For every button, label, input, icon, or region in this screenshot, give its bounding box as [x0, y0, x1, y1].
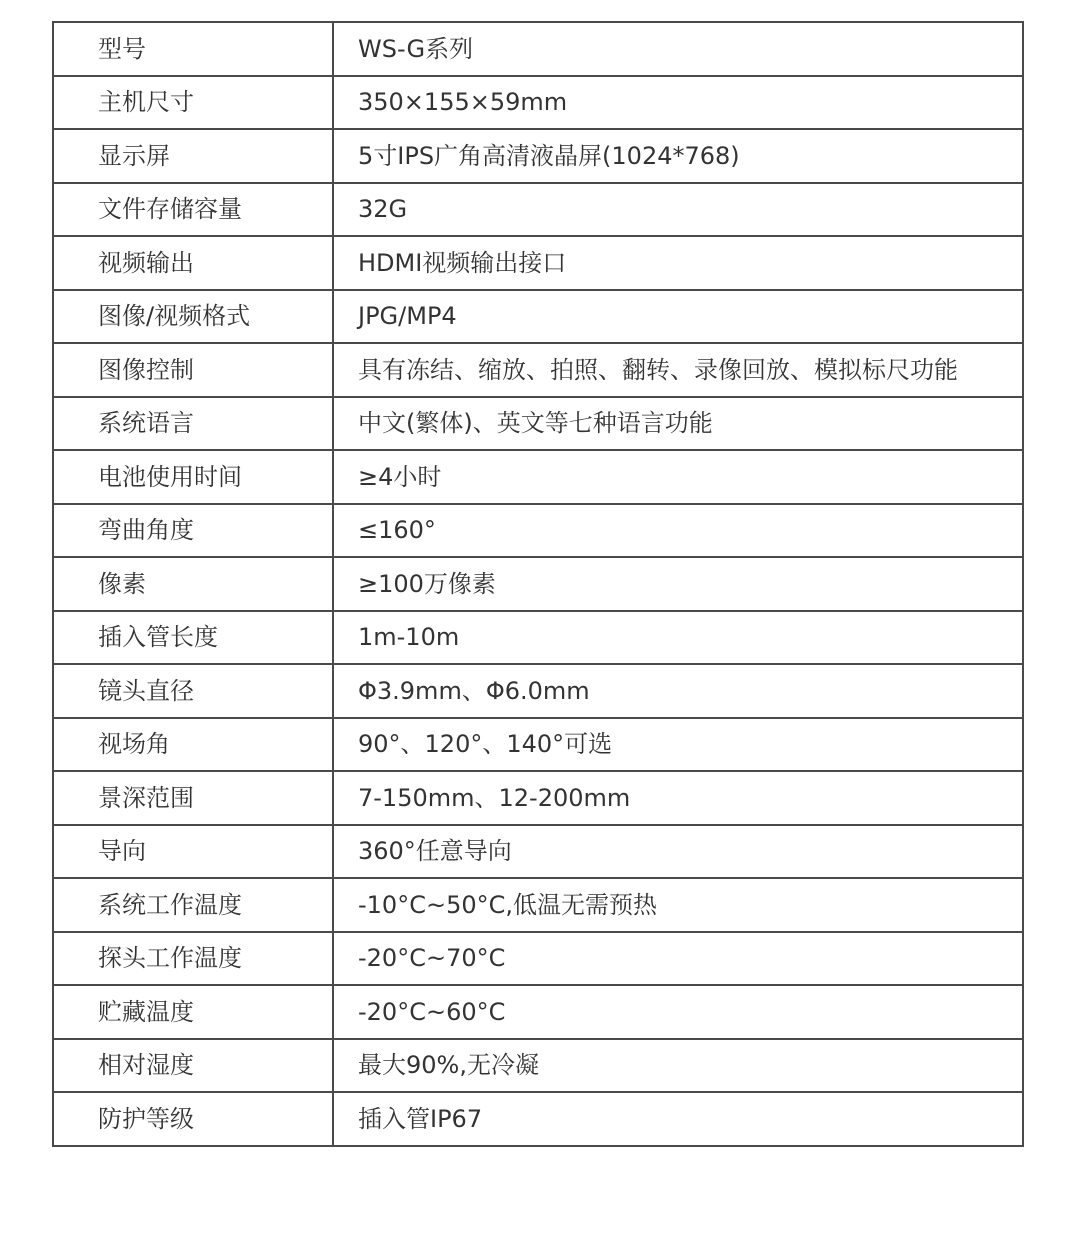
table-row	[53, 504, 1023, 558]
table-row	[53, 611, 1023, 665]
spec-value: JPG/MP4	[333, 290, 1023, 344]
spec-label: 弯曲角度	[53, 504, 333, 558]
table-row	[53, 664, 1023, 718]
spec-value: 7-150mm、12-200mm	[333, 771, 1023, 825]
table-row	[53, 932, 1023, 986]
spec-value: 1m-10m	[333, 611, 1023, 665]
spec-label: 图像控制	[53, 343, 333, 397]
table-row	[53, 129, 1023, 183]
spec-table-body	[53, 22, 1023, 1146]
table-row	[53, 771, 1023, 825]
table-row	[53, 985, 1023, 1039]
spec-value: ≥100万像素	[333, 557, 1023, 611]
spec-label: 探头工作温度	[53, 932, 333, 986]
table-row	[53, 718, 1023, 772]
spec-value: -10°C~50°C,低温无需预热	[333, 878, 1023, 932]
spec-label: 防护等级	[53, 1092, 333, 1146]
spec-value: WS-G系列	[333, 22, 1023, 76]
spec-value: ≤160°	[333, 504, 1023, 558]
spec-label: 主机尺寸	[53, 76, 333, 130]
table-row	[53, 183, 1023, 237]
table-row	[53, 343, 1023, 397]
spec-value: 中文(繁体)、英文等七种语言功能	[333, 397, 1023, 451]
spec-label: 电池使用时间	[53, 450, 333, 504]
spec-label: 插入管长度	[53, 611, 333, 665]
spec-value: 32G	[333, 183, 1023, 237]
spec-label: 系统语言	[53, 397, 333, 451]
spec-label: 文件存储容量	[53, 183, 333, 237]
table-row	[53, 450, 1023, 504]
spec-label: 型号	[53, 22, 333, 76]
spec-value: 350×155×59mm	[333, 76, 1023, 130]
spec-label: 贮藏温度	[53, 985, 333, 1039]
spec-table	[52, 21, 1024, 1147]
spec-value: 360°任意导向	[333, 825, 1023, 879]
table-row	[53, 397, 1023, 451]
table-row	[53, 290, 1023, 344]
spec-label: 显示屏	[53, 129, 333, 183]
table-row	[53, 825, 1023, 879]
spec-value: 插入管IP67	[333, 1092, 1023, 1146]
spec-label: 镜头直径	[53, 664, 333, 718]
spec-value: 最大90%,无冷凝	[333, 1039, 1023, 1093]
table-row	[53, 22, 1023, 76]
table-row	[53, 236, 1023, 290]
spec-label: 像素	[53, 557, 333, 611]
spec-label: 景深范围	[53, 771, 333, 825]
spec-value: ≥4小时	[333, 450, 1023, 504]
spec-label: 系统工作温度	[53, 878, 333, 932]
spec-value: -20°C~70°C	[333, 932, 1023, 986]
spec-label: 图像/视频格式	[53, 290, 333, 344]
table-row	[53, 1039, 1023, 1093]
spec-label: 导向	[53, 825, 333, 879]
spec-value: HDMI视频输出接口	[333, 236, 1023, 290]
spec-value: -20°C~60°C	[333, 985, 1023, 1039]
spec-value: 5寸IPS广角高清液晶屏(1024*768)	[333, 129, 1023, 183]
spec-label: 视场角	[53, 718, 333, 772]
spec-value: Φ3.9mm、Φ6.0mm	[333, 664, 1023, 718]
spec-label: 相对湿度	[53, 1039, 333, 1093]
table-row	[53, 557, 1023, 611]
table-row	[53, 878, 1023, 932]
table-row	[53, 1092, 1023, 1146]
spec-value: 90°、120°、140°可选	[333, 718, 1023, 772]
spec-label: 视频输出	[53, 236, 333, 290]
table-row	[53, 76, 1023, 130]
spec-value: 具有冻结、缩放、拍照、翻转、录像回放、模拟标尺功能	[333, 343, 1023, 397]
